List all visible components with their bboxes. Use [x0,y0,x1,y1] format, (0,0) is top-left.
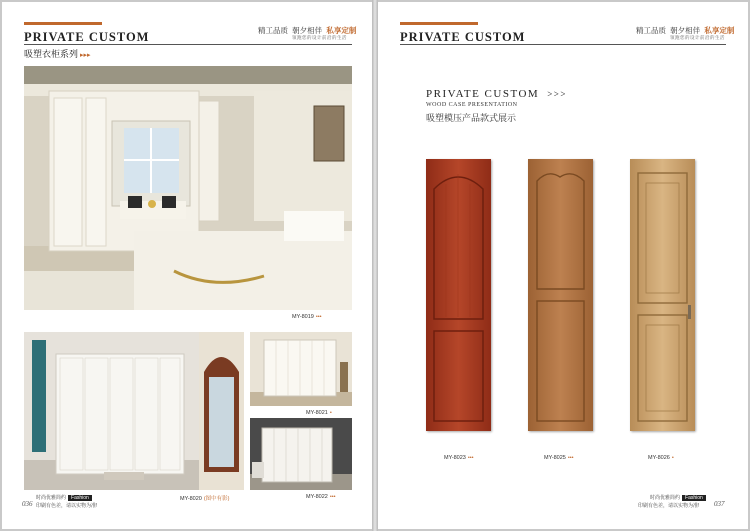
door-label: MY-8023 ••• [444,455,474,461]
brand-title: PRIVATE CUSTOM [24,30,150,44]
header-slogan: 精工品质 朝夕相伴 私享定制 [636,26,735,35]
presentation-title: PRIVATE CUSTOM >>> [426,88,567,100]
header-rule [24,44,352,45]
header-subslogan: 领跑您的设计前沿的生活 [670,35,725,40]
presentation-chinese-title: 吸塑模压产品款式展示 [426,113,517,123]
section-title: 吸塑衣柜系列 ▸▸▸ [24,49,91,59]
bedroom-wardrobe-photo [24,66,352,310]
photo-caption: MY-8020 (图中有影) [180,496,230,502]
header-slogan: 精工品质 朝夕相伴 私享定制 [258,26,357,35]
door-label: MY-8025 ••• [544,455,574,461]
photo-caption: MY-8022 ••• [306,494,336,500]
louvered-wardrobe-photo [24,332,244,490]
right-page [378,2,748,529]
door-label: MY-8026 • [648,455,674,461]
header-accent-bar [400,22,478,25]
door-panel-oak [630,159,695,431]
door-panel-teak [528,159,593,431]
left-page [2,2,372,529]
page-number: 037 [714,500,725,508]
footer-fashion-line: 时尚优雅简约 Fashion [36,494,92,501]
white-wardrobe-photo [250,332,352,406]
footer-disclaimer: 印刷有色差，请以实物为准! [36,503,98,509]
header-rule [400,44,726,45]
header-accent-bar [24,22,102,25]
dark-wall-wardrobe-photo [250,418,352,490]
page-number: 036 [22,500,33,508]
photo-caption: MY-8021 • [306,410,332,416]
door-panel-mahogany [426,159,491,431]
photo-caption: MY-8019 ••• [292,314,322,320]
footer-fashion-line: 时尚优雅简约 Fashion [650,494,706,501]
footer-disclaimer: 印刷有色差，请以实物为准! [638,503,700,509]
presentation-subtitle: WOOD CASE PRESENTATION [426,102,518,108]
brand-title: PRIVATE CUSTOM [400,30,526,44]
header-subslogan: 领跑您的设计前沿的生活 [292,35,347,40]
